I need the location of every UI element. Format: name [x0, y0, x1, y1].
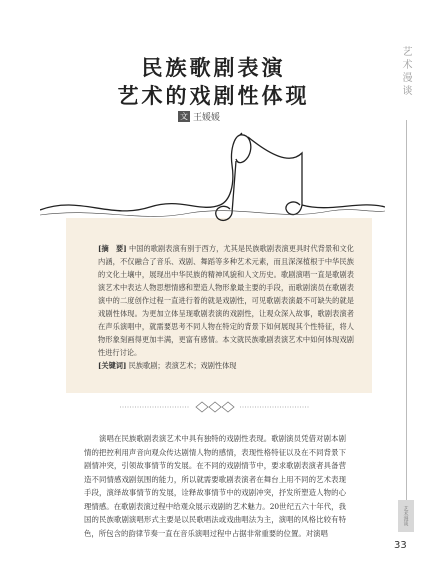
article-title-line1: 民族歌剧表演 [141, 55, 286, 80]
music-staff-line [40, 133, 385, 220]
ornament-divider [120, 398, 310, 416]
keywords-label: [关键词] [98, 361, 127, 370]
section-tab [398, 500, 414, 532]
author-mark: 文 [180, 112, 188, 121]
keywords-paragraph [98, 359, 354, 372]
section-label: 艺术漫谈 [400, 46, 411, 98]
music-note-illustration [40, 125, 385, 225]
abstract-label: [摘 要] [98, 244, 127, 253]
page-number: 33 [394, 540, 407, 551]
music-ribbon-line [40, 210, 385, 217]
abstract-paragraph [98, 242, 354, 359]
article-title-line2: 艺术的戏剧性体现 [117, 83, 310, 108]
keywords-text: 民族歌剧；表演艺术；戏剧性体现 [128, 361, 237, 370]
abstract-block [98, 242, 354, 372]
sidebar-rule [406, 120, 407, 500]
abstract-text: 中国的歌剧表演有别于西方，尤其是民族歌剧表演更具时代背景和文化内涵，不仅融合了音乐、戏剧、舞蹈等多种艺术元素，而且深深植根于中华民族的文化土壤中，展现出中华民族的精神风貌和人文历史。歌剧演唱一直是歌剧表演艺术中表达人物思想情感和塑造人物形象最主要的手段，而歌剧演员在歌剧表演中的二度创作过程一直进行着的就是戏剧性，可见歌剧表演最不可缺失的就是戏剧性体现。为更加立体呈现歌剧表演的戏剧性，让观众深入故事，歌剧表演者在声乐演唱中，就需要思考不同人物在特定的背景下如何展现其个性特征，将人物形象刻画得更加丰满，更富有感情。本文就民族歌剧表演艺术中如何体现戏剧性进行讨论。 [98, 244, 354, 357]
section-tab-label: 艺术漫谈 [402, 506, 409, 526]
author-name: 王媛媛 [193, 113, 221, 123]
body-paragraph: 演唱在民族歌剧表演艺术中具有独特的戏剧性表现。歌剧演员凭借对剧本剧情的把控利用声音向观众传达剧情人物的感情，表现性格特征以及在不同背景下剧情冲突，引领故事情节的发展。在不同的戏剧情节中，要求歌剧表演者具备营造不同情感戏剧氛围的能力，所以就需要歌剧表演者在舞台上用不同的艺术表现手段，演绎故事情节的发展，诠释故事情节中的戏剧冲突，抒发所塑造人物的心理情感。在歌剧表演过程中给观众展示戏剧的艺术魅力。20世纪五六十年代，我国的民族歌剧演唱形式主要是以民歌唱法或戏曲唱法为主，演唱的风格比较有特色，所包含的韵律节奏一直在音乐演唱过程中占据非常重要的位置。对演唱 [84, 434, 346, 538]
author-byline [178, 110, 220, 123]
